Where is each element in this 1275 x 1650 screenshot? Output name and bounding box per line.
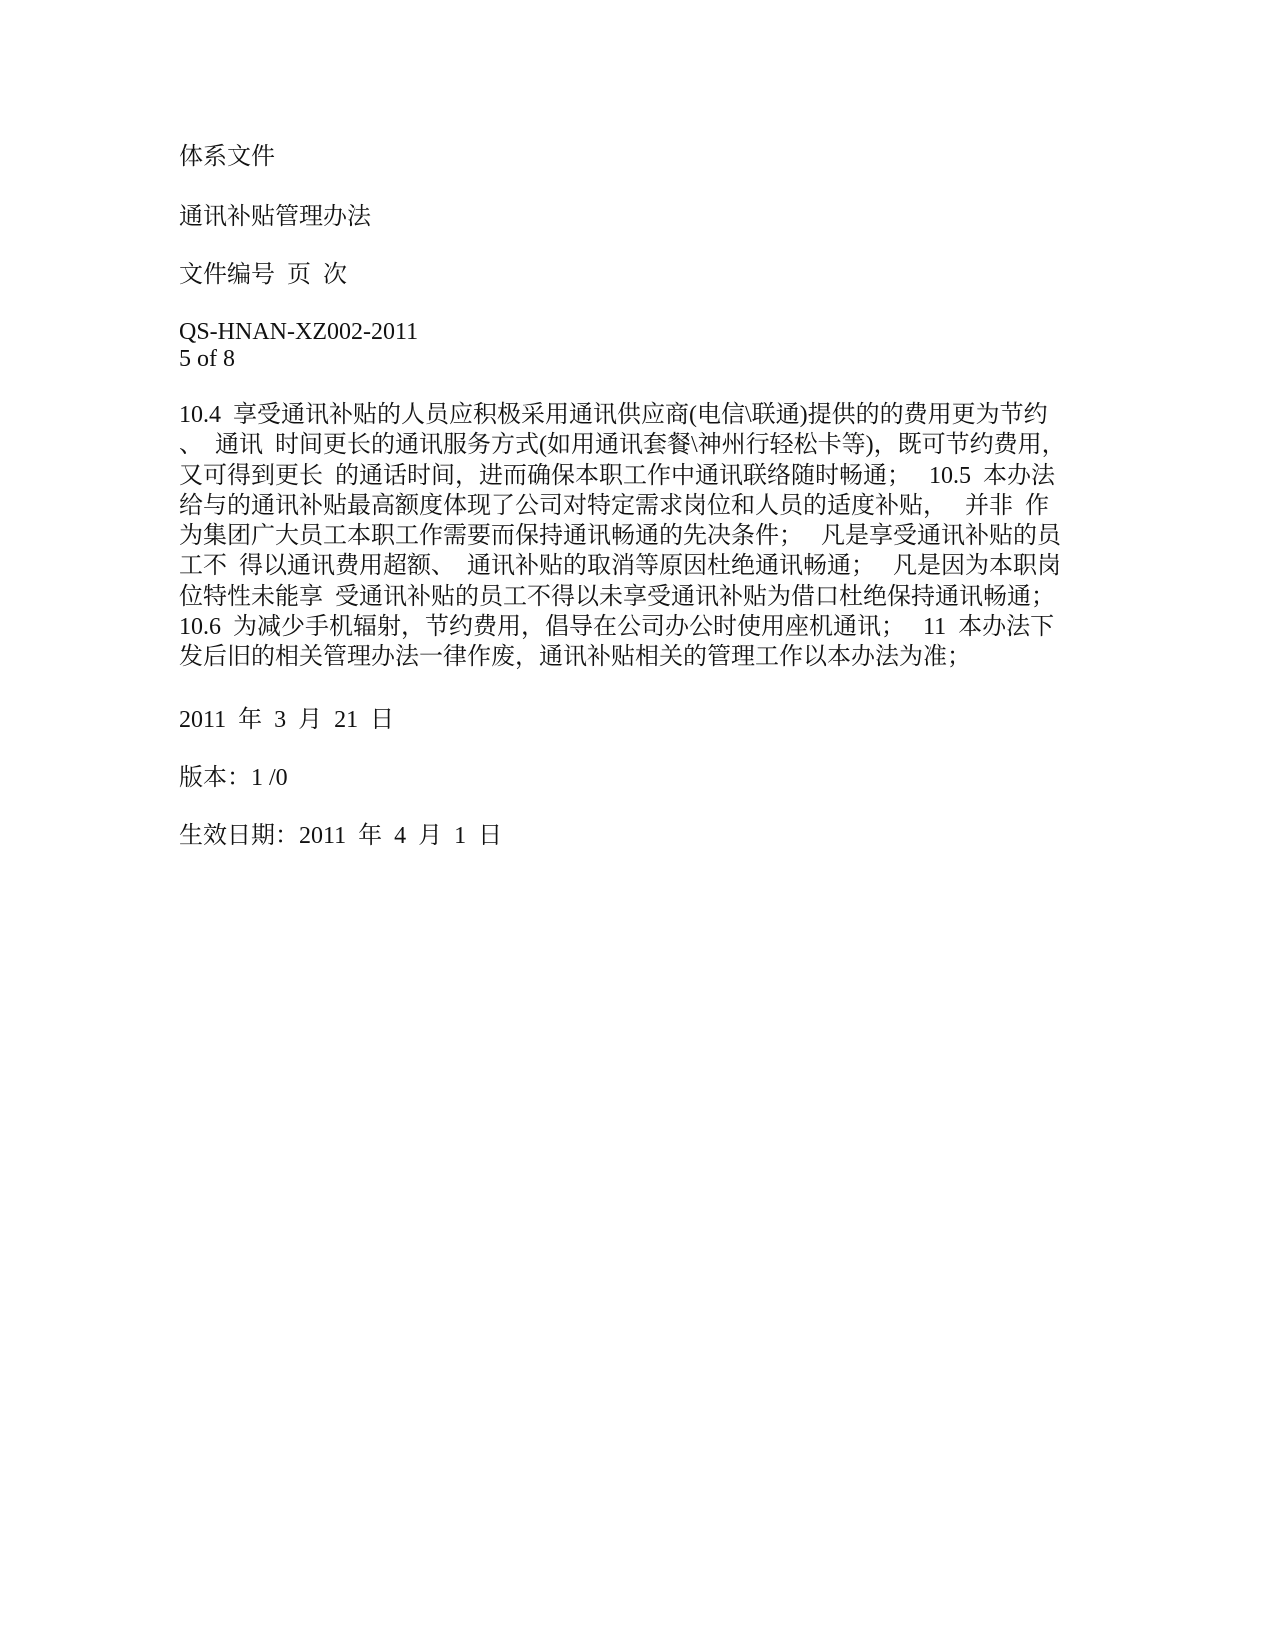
doc-number: QS-HNAN-XZ002-2011 [179,319,419,345]
body-line: 工不 得以通讯费用超额、 通讯补贴的取消等原因杜绝通讯畅通； 凡是因为本职岗 [179,553,1061,580]
body-paragraph [179,400,1066,673]
issue-date: 2011 年 3 月 21 日 [179,707,395,733]
body-line: 10.4 享受通讯补贴的人员应积极采用通讯供应商(电信\联通)提供的的费用更为节约 [179,402,1048,428]
body-line: 又可得到更长 的通话时间，进而确保本职工作中通讯联络随时畅通； 10.5 本办法 [179,462,1055,489]
body-line: 发后旧的相关管理办法一律作废，通讯补贴相关的管理工作以本办法为准； [179,644,971,671]
body-line: 位特性未能享 受通讯补贴的员工不得以未享受通讯补贴为借口杜绝保持通讯畅通； [179,583,1055,610]
body-line: 为集团广大员工本职工作需要而保持通讯畅通的先决条件； 凡是享受通讯补贴的员 [179,523,1061,550]
version-label: 版本：1 /0 [179,765,288,791]
doc-title: 通讯补贴管理办法 [179,204,371,230]
page-info: 5 of 8 [179,346,235,372]
doc-meta-label: 文件编号 页 次 [179,262,347,288]
system-doc-label: 体系文件 [179,144,275,170]
effective-date: 生效日期：2011 年 4 月 1 日 [179,823,503,849]
body-line: 10.6 为减少手机辐射，节约费用，倡导在公司办公时使用座机通讯； 11 本办法下 [179,614,1055,641]
body-line: 、 通讯 时间更长的通讯服务方式(如用通讯套餐\神州行轻松卡等)，既可节约费用， [179,432,1066,459]
body-line: 给与的通讯补贴最高额度体现了公司对特定需求岗位和人员的适度补贴， 并非 作 [179,492,1049,519]
